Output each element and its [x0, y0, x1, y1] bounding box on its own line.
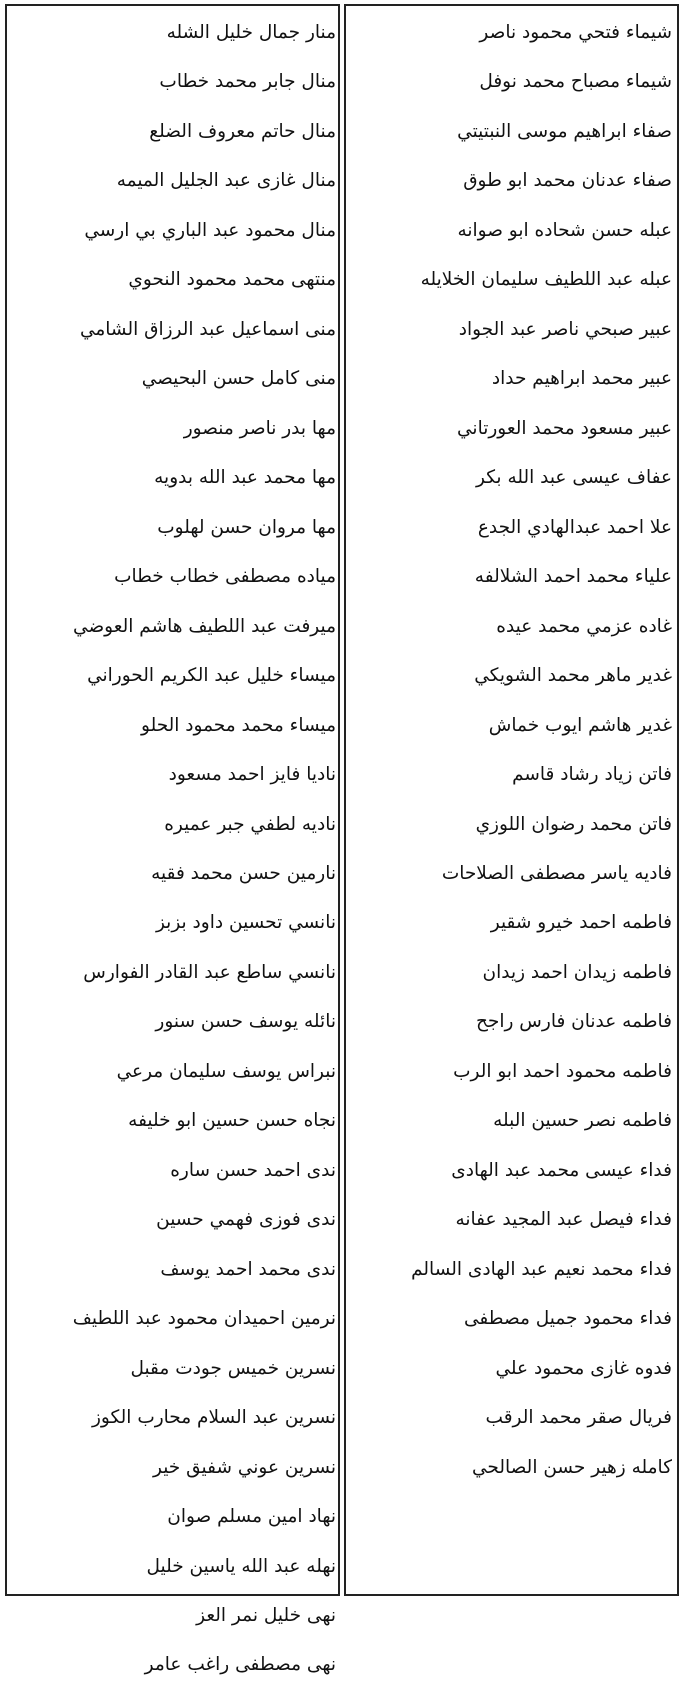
name-entry: ميرفت عبد اللطيف هاشم العوضي: [73, 615, 336, 637]
name-entry: نارمين حسن محمد فقيه: [151, 862, 336, 884]
name-entry: مياده مصطفى خطاب خطاب: [114, 566, 336, 588]
name-entry: شيماء مصباح محمد نوفل: [479, 71, 672, 93]
name-entry: عبله حسن شحاده ابو صوانه: [457, 219, 672, 241]
right-name-column: [350, 8, 672, 1492]
name-entry: نسرين خميس جودت مقبل: [130, 1357, 336, 1379]
name-entry: نهى خليل نمر العز: [196, 1605, 336, 1626]
name-entry: نانسي ساطع عبد القادر الفوارس: [83, 961, 336, 983]
name-entry: نهى مصطفى راغب عامر: [144, 1654, 336, 1676]
name-entry: صفاء عدنان محمد ابو طوق: [463, 170, 672, 192]
name-entry: فاتن محمد رضوان اللوزي: [475, 813, 672, 835]
name-entry: فداء محمود جميل مصطفى: [463, 1308, 672, 1330]
name-entry: ندى احمد حسن ساره: [170, 1159, 336, 1181]
name-entry: شيماء فتحي محمود ناصر: [479, 22, 672, 43]
name-entry: منتهى محمد محمود النحوي: [128, 269, 336, 291]
name-entry: نرمين احميدان محمود عبد اللطيف: [72, 1308, 336, 1330]
name-entry: ندى محمد احمد يوسف: [160, 1258, 336, 1280]
left-name-column: [12, 8, 336, 1690]
name-entry: فداء محمد نعيم عبد الهادى السالم: [411, 1258, 672, 1280]
name-entry: منال محمود عبد الباري بي ارسي: [84, 219, 336, 241]
name-entry: فاديه ياسر مصطفى الصلاحات: [441, 862, 672, 884]
name-entry: فاطمه عدنان فارس راجح: [475, 1011, 672, 1033]
name-entry: منال جابر محمد خطاب: [159, 71, 336, 93]
name-entry: صفاء ابراهيم موسى النبتيتي: [457, 120, 672, 142]
name-entry: عبله عبد اللطيف سليمان الخلايله: [420, 269, 672, 291]
name-entry: منال حاتم معروف الضلع: [149, 120, 336, 142]
name-entry: نسرين عوني شفيق خير: [153, 1456, 336, 1478]
name-entry: كامله زهير حسن الصالحي: [472, 1456, 672, 1478]
name-entry: منى كامل حسن البحيصي: [141, 368, 336, 390]
name-entry: نسرين عبد السلام محارب الكوز: [91, 1407, 336, 1429]
name-entry: فاطمه زيدان احمد زيدان: [482, 961, 672, 983]
name-entry: ناديه لطفي جبر عميره: [164, 813, 336, 835]
name-entry: فدوه غازى محمود علي: [495, 1357, 672, 1379]
name-entry: ندى فوزى فهمي حسين: [156, 1209, 336, 1231]
name-entry: منى اسماعيل عبد الرزاق الشامي: [79, 318, 336, 340]
column-divider: [338, 4, 346, 1596]
name-entry: فاتن زياد رشاد قاسم: [512, 764, 672, 786]
name-entry: عفاف عيسى عبد الله بكر: [475, 467, 672, 489]
name-entry: مها مروان حسن لهلوب: [157, 516, 336, 538]
name-entry: نهله عبد الله ياسين خليل: [146, 1555, 336, 1577]
name-entry: فريال صقر محمد الرقب: [485, 1407, 672, 1429]
name-entry: عبير محمد ابراهيم حداد: [491, 368, 672, 390]
name-entry: مها محمد عبد الله بدويه: [154, 467, 336, 489]
name-entry: مها بدر ناصر منصور: [183, 417, 336, 439]
name-entry: عبير صبحي ناصر عبد الجواد: [458, 318, 672, 340]
name-entry: فداء عيسى محمد عبد الهادى: [451, 1159, 672, 1181]
name-entry: فاطمه احمد خيرو شقير: [490, 912, 672, 934]
name-entry: ناديا فايز احمد مسعود: [168, 764, 336, 786]
name-entry: ميساء محمد محمود الحلو: [141, 714, 336, 736]
name-entry: عبير مسعود محمد العورتاني: [457, 417, 672, 439]
name-entry: فاطمه نصر حسين البله: [493, 1110, 672, 1132]
name-entry: غدير ماهر محمد الشويكي: [474, 665, 672, 687]
name-entry: فاطمه محمود احمد ابو الرب: [453, 1060, 672, 1082]
name-entry: منال غازى عبد الجليل الميمه: [116, 170, 336, 192]
name-entry: غدير هاشم ايوب خماش: [488, 714, 672, 736]
name-entry: علياء محمد احمد الشلالفه: [474, 566, 672, 588]
name-entry: غاده عزمي محمد عيده: [496, 615, 672, 637]
name-entry: منار جمال خليل الشله: [166, 22, 336, 43]
name-entry: نانسي تحسين داود بزبز: [155, 912, 336, 934]
name-entry: ميساء خليل عبد الكريم الحوراني: [87, 665, 336, 687]
name-entry: نبراس يوسف سليمان مرعي: [116, 1060, 336, 1082]
name-entry: نائله يوسف حسن سنور: [155, 1011, 336, 1033]
name-entry: نجاه حسن حسين ابو خليفه: [128, 1110, 336, 1132]
name-entry: فداء فيصل عبد المجيد عفانه: [455, 1209, 672, 1231]
name-entry: نهاد امين مسلم صوان: [167, 1506, 336, 1528]
name-entry: علا احمد عبدالهادي الجدع: [477, 516, 672, 538]
